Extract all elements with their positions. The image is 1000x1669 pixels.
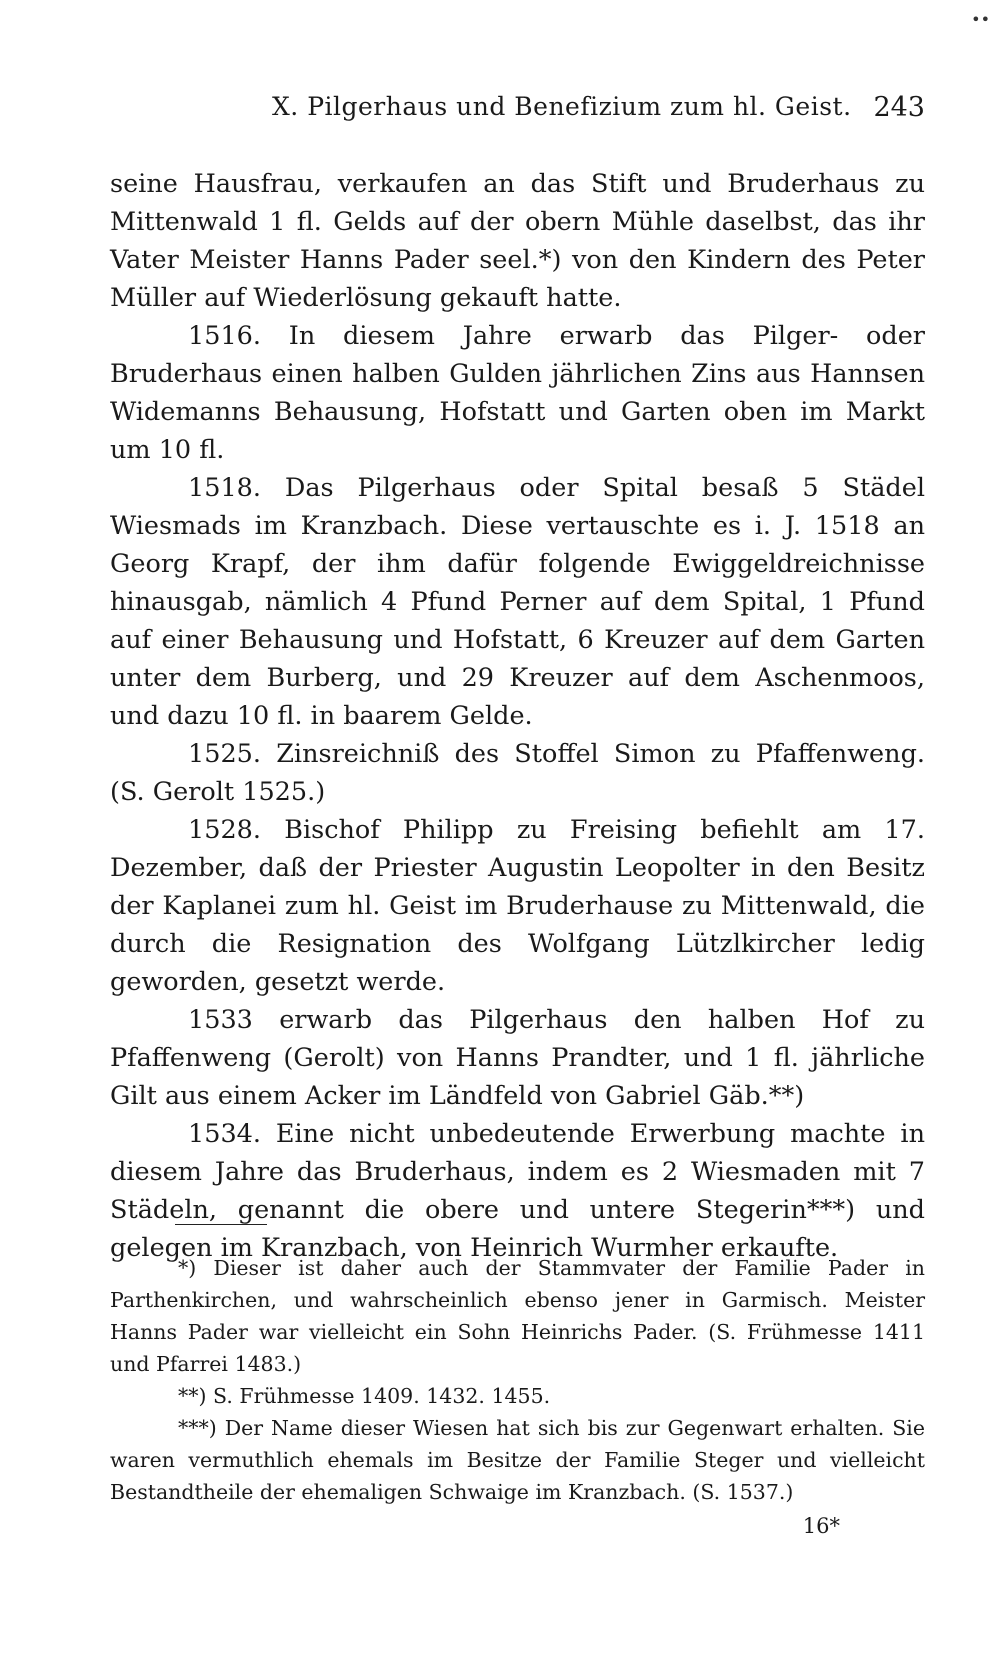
footnote-separator — [175, 1224, 267, 1225]
running-title: X. Pilgerhaus und Benefizium zum hl. Geist. — [272, 92, 852, 121]
paragraph-continued: seine Hausfrau, verkaufen an das Stift und Bruderhaus zu Mittenwald 1 fl. Gelds auf der obern Mühle daselbst, das ihr Vater Meister Hanns Pader seel.*) von den Kindern des Peter Müller auf Wiederlösung gekauft hatte. — [110, 169, 925, 313]
page-number: 243 — [873, 92, 925, 123]
footnote-3: ***) Der Name dieser Wiesen hat sich bis zur Gegenwart erhalten. Sie waren vermuthlich ehemals im Besitze der Familie Steger und vielleicht Bestandtheile der ehemaligen Schwaige im Kranzbach. (S. 1537.) — [110, 1416, 925, 1504]
body-text — [110, 165, 925, 1267]
corner-mark: •• — [971, 10, 990, 29]
paragraph-1533: 1533 erwarb das Pilgerhaus den halben Hof zu Pfaffenweng (Gerolt) von Hanns Prandter, und 1 fl. jährliche Gilt aus einem Acker im Ländfeld von Gabriel Gäb.**) — [110, 1005, 925, 1111]
paragraph-1525: 1525. Zinsreichniß des Stoffel Simon zu Pfaffenweng. (S. Gerolt 1525.) — [110, 739, 925, 807]
footnote-1: *) Dieser ist daher auch der Stammvater der Familie Pader in Parthenkirchen, und wahrscheinlich ebenso jener in Garmisch. Meister Hanns Pader war vielleicht ein Sohn Heinrichs Pader. (S. Frühmesse 1411 und Pfarrei 1483.) — [110, 1256, 925, 1376]
footnotes — [110, 1252, 925, 1508]
signature-mark: 16* — [802, 1514, 840, 1538]
paragraph-1518: 1518. Das Pilgerhaus oder Spital besaß 5 Städel Wiesmads im Kranzbach. Diese vertauschte es i. J. 1518 an Georg Krapf, der ihm dafür folgende Ewiggeldreichnisse hinausgab, nämlich 4 Pfund Perner auf dem Spital, 1 Pfund auf einer Behausung und Hofstatt, 6 Kreuzer auf dem Garten unter dem Burberg, und 29 Kreuzer auf dem Aschenmoos, und dazu 10 fl. in baarem Gelde. — [110, 473, 925, 731]
page-header — [110, 92, 925, 132]
paragraph-1528: 1528. Bischof Philipp zu Freising befiehlt am 17. Dezember, daß der Priester Augustin Leopolter in den Besitz der Kaplanei zum hl. Geist im Bruderhause zu Mittenwald, die durch die Resignation des Wolfgang Lützlkircher ledig geworden, gesetzt werde. — [110, 815, 925, 997]
paragraph-1516: 1516. In diesem Jahre erwarb das Pilger- oder Bruderhaus einen halben Gulden jährlichen Zins aus Hannsen Widemanns Behausung, Hofstatt und Garten oben im Markt um 10 fl. — [110, 321, 925, 465]
paragraph-1534: 1534. Eine nicht unbedeutende Erwerbung machte in diesem Jahre das Bruderhaus, indem es 2 Wiesmaden mit 7 Städeln, genannt die obere und untere Stegerin***) und gelegen im Kranzbach, von Heinrich Wurmher erkaufte. — [110, 1119, 925, 1263]
footnote-2: **) S. Frühmesse 1409. 1432. 1455. — [178, 1384, 551, 1408]
